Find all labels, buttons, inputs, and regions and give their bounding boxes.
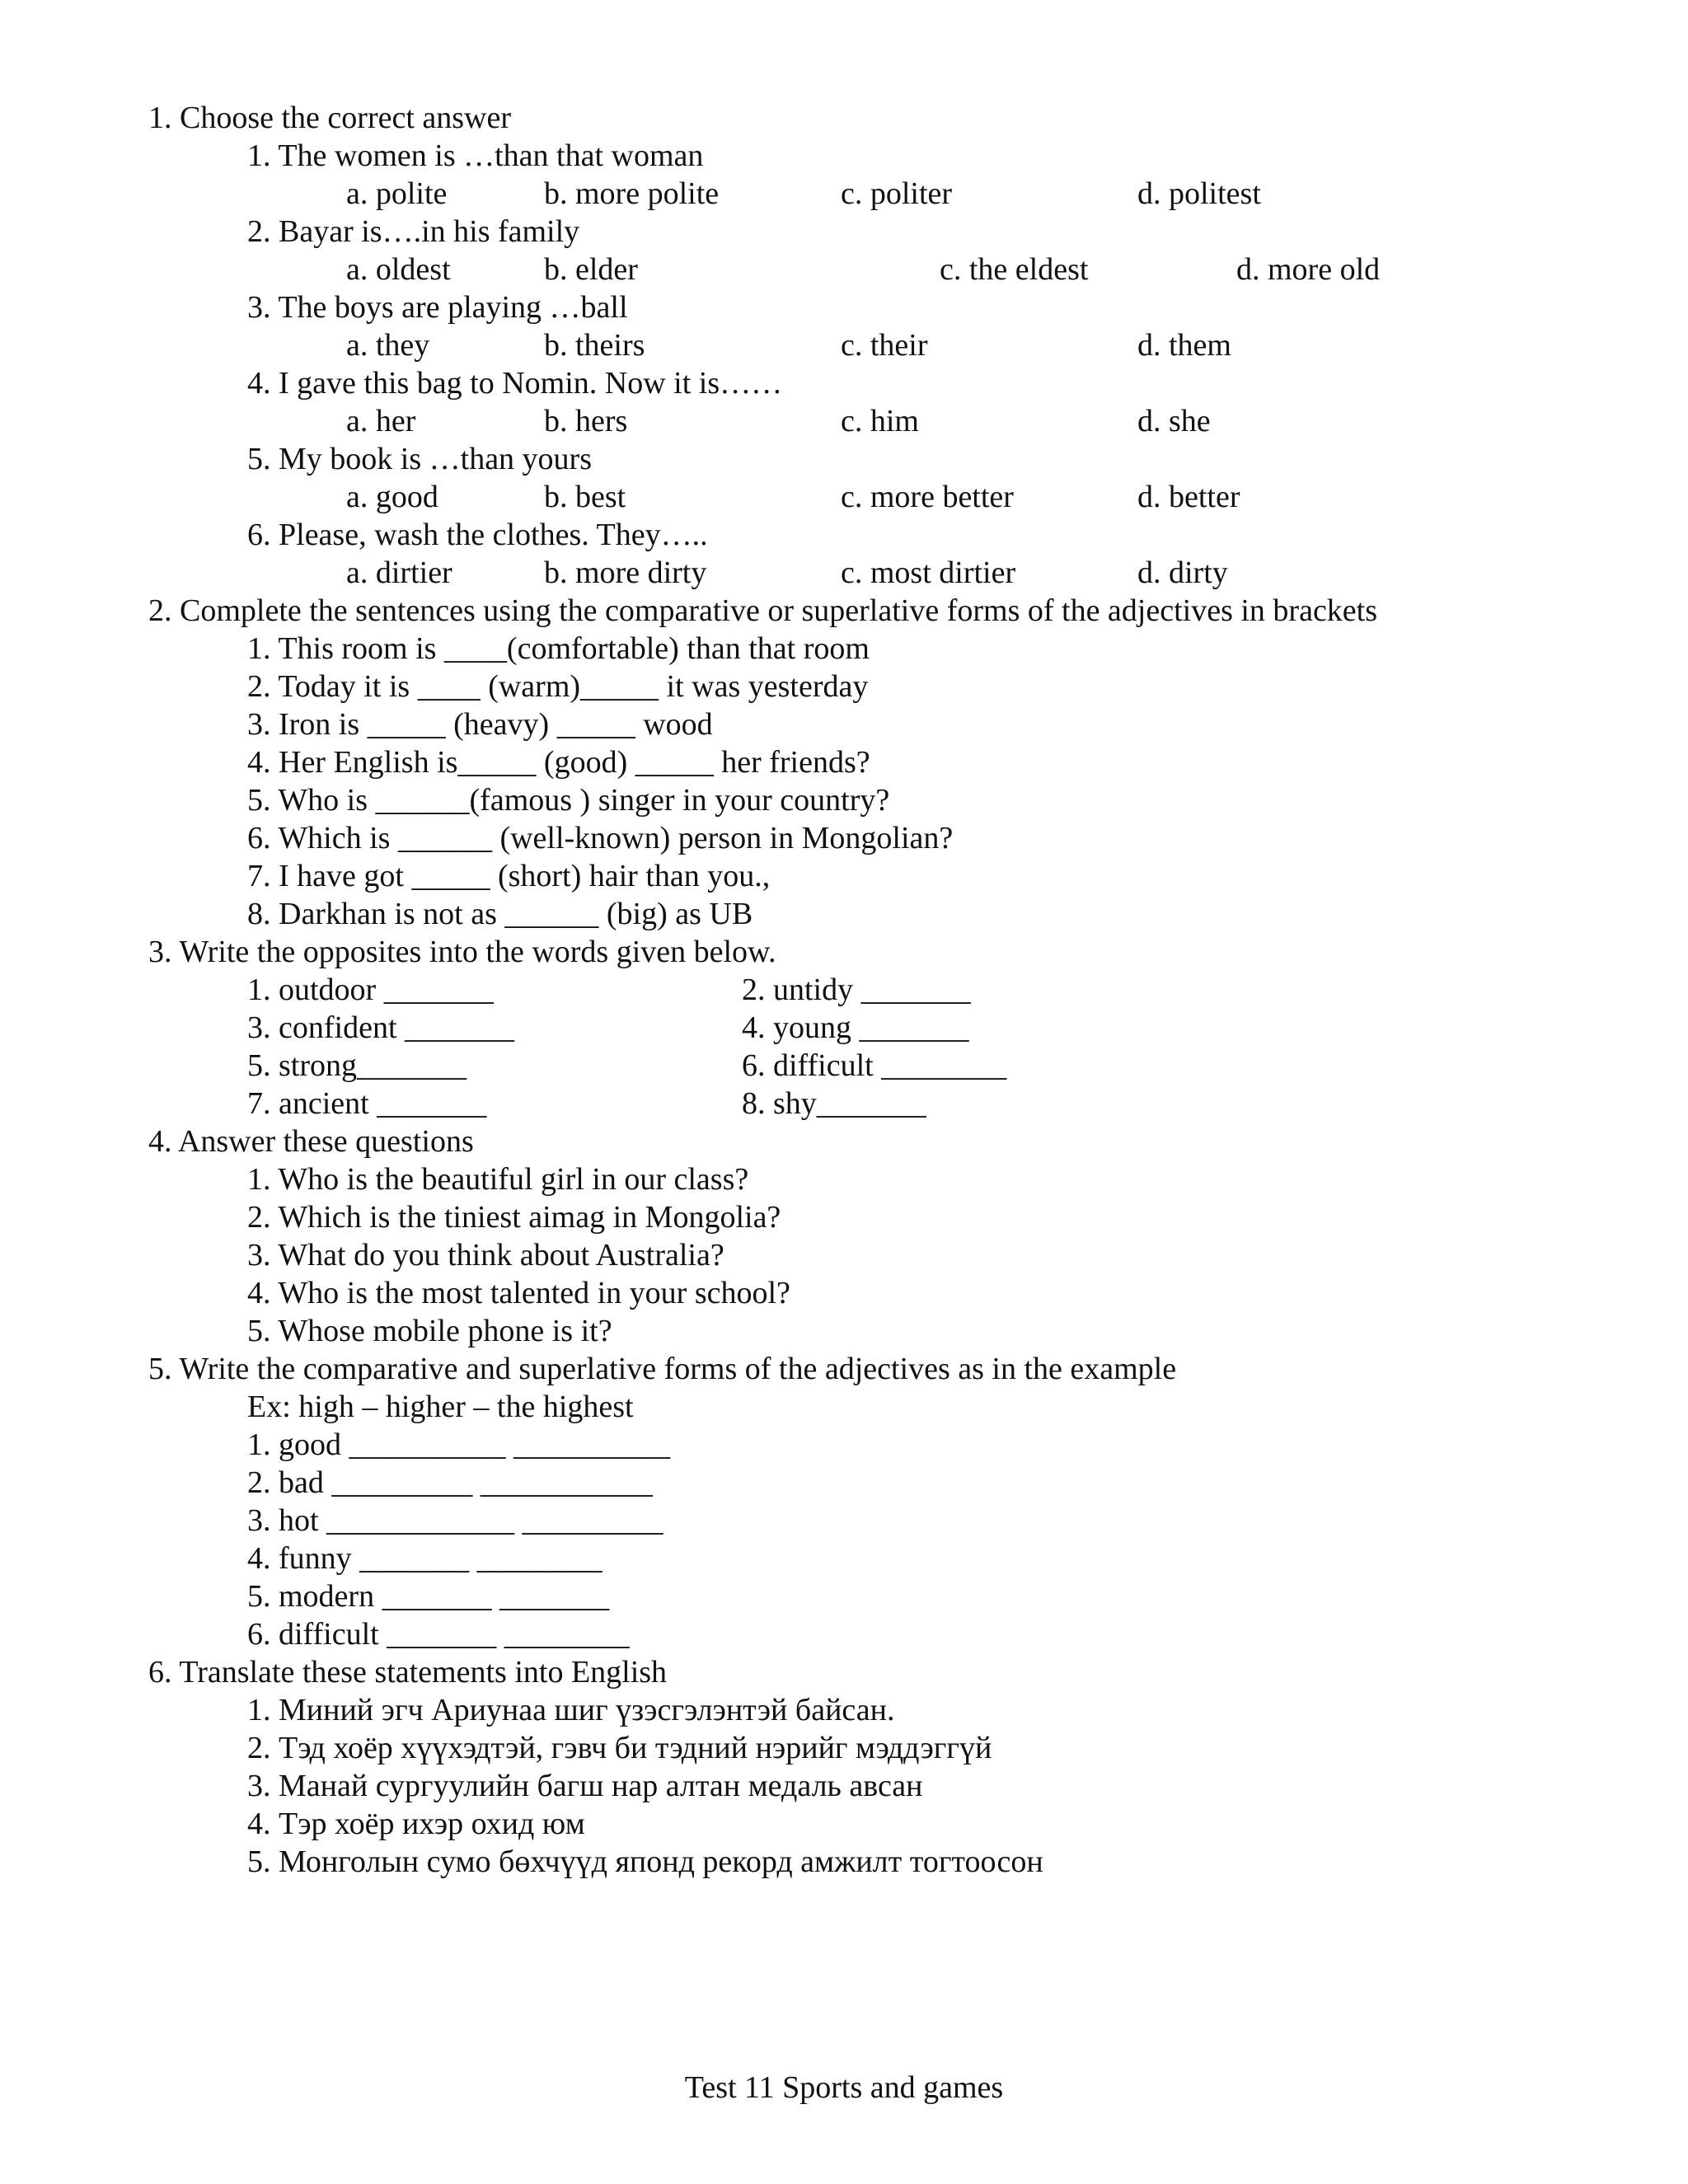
translation-item-2: 2. Тэд хоёр хүүхэдтэй, гэвч би тэдний нэрийг мэддэггүй bbox=[247, 1731, 992, 1765]
sentence-2-5: 5. Who is ______(famous ) singer in your country? bbox=[247, 783, 890, 818]
opposite-item-2: 2. untidy _______ bbox=[742, 972, 971, 1007]
sentence-2-4: 4. Her English is_____ (good) _____ her friends? bbox=[247, 745, 870, 780]
sentence-2-8: 8. Darkhan is not as ______ (big) as UB bbox=[247, 897, 753, 931]
adjective-item-1: 1. good __________ __________ bbox=[247, 1427, 670, 1462]
sentence-2-6: 6. Which is ______ (well-known) person in Mongolian? bbox=[247, 821, 954, 855]
option-1-1-c: c. politer bbox=[841, 176, 953, 211]
question-4-3: 3. What do you think about Australia? bbox=[247, 1238, 724, 1272]
translation-item-4: 4. Тэр хоёр ихэр охид юм bbox=[247, 1807, 585, 1841]
opposite-item-3: 3. confident _______ bbox=[247, 1010, 515, 1045]
adjective-item-2: 2. bad _________ ___________ bbox=[247, 1465, 653, 1500]
section-4-heading: 4. Answer these questions bbox=[148, 1124, 474, 1159]
option-1-2-d: d. more old bbox=[1236, 252, 1381, 287]
section-2-heading: 2. Complete the sentences using the comparative or superlative forms of the adjectives in brackets bbox=[148, 593, 1378, 628]
option-1-3-c: c. their bbox=[841, 328, 928, 363]
sentence-2-1: 1. This room is ____(comfortable) than that room bbox=[247, 631, 870, 666]
option-1-2-a: a. oldest bbox=[346, 252, 451, 287]
question-1-6: 6. Please, wash the clothes. They….. bbox=[247, 518, 708, 552]
question-1-3: 3. The boys are playing …ball bbox=[247, 290, 628, 325]
translation-item-1: 1. Миний эгч Ариунаа шиг үзэсгэлэнтэй байсан. bbox=[247, 1693, 895, 1727]
question-4-4: 4. Who is the most talented in your school? bbox=[247, 1276, 790, 1310]
option-1-2-b: b. elder bbox=[544, 252, 638, 287]
option-1-3-a: a. they bbox=[346, 328, 430, 363]
opposite-item-4: 4. young _______ bbox=[742, 1010, 969, 1045]
option-1-6-d: d. dirty bbox=[1137, 555, 1228, 590]
question-1-1: 1. The women is …than that woman bbox=[247, 138, 704, 173]
opposite-item-1: 1. outdoor _______ bbox=[247, 972, 494, 1007]
option-1-4-c: c. him bbox=[841, 404, 919, 438]
option-1-3-d: d. them bbox=[1137, 328, 1231, 363]
section-1-heading: 1. Choose the correct answer bbox=[148, 101, 512, 135]
question-4-1: 1. Who is the beautiful girl in our class? bbox=[247, 1162, 749, 1197]
option-1-5-a: a. good bbox=[346, 480, 438, 514]
sentence-2-2: 2. Today it is ____ (warm)_____ it was yesterday bbox=[247, 669, 869, 704]
page-footer: Test 11 Sports and games bbox=[684, 2070, 1004, 2105]
question-4-5: 5. Whose mobile phone is it? bbox=[247, 1314, 612, 1348]
option-1-6-a: a. dirtier bbox=[346, 555, 452, 590]
option-1-2-c: c. the eldest bbox=[940, 252, 1089, 287]
sentence-2-3: 3. Iron is _____ (heavy) _____ wood bbox=[247, 707, 713, 742]
sentence-2-7: 7. I have got _____ (short) hair than you., bbox=[247, 859, 771, 893]
opposite-item-8: 8. shy_______ bbox=[742, 1086, 926, 1121]
option-1-5-d: d. better bbox=[1137, 480, 1240, 514]
opposite-item-5: 5. strong_______ bbox=[247, 1048, 467, 1083]
option-1-4-d: d. she bbox=[1137, 404, 1211, 438]
question-1-2: 2. Bayar is….in his family bbox=[247, 214, 580, 249]
question-1-5: 5. My book is …than yours bbox=[247, 442, 592, 476]
option-1-5-b: b. best bbox=[544, 480, 626, 514]
option-1-4-a: a. her bbox=[346, 404, 416, 438]
option-1-1-a: a. polite bbox=[346, 176, 448, 211]
adjective-item-3: 3. hot ____________ _________ bbox=[247, 1503, 663, 1538]
section-3-heading: 3. Write the opposites into the words given below. bbox=[148, 935, 776, 969]
adjective-item-4: 4. funny _______ ________ bbox=[247, 1541, 603, 1576]
option-1-5-c: c. more better bbox=[841, 480, 1014, 514]
opposite-item-7: 7. ancient _______ bbox=[247, 1086, 487, 1121]
option-1-1-b: b. more polite bbox=[544, 176, 720, 211]
option-1-6-c: c. most dirtier bbox=[841, 555, 1016, 590]
option-1-1-d: d. politest bbox=[1137, 176, 1261, 211]
section-5-heading: 5. Write the comparative and superlative forms of the adjectives as in the example bbox=[148, 1352, 1177, 1386]
question-4-2: 2. Which is the tiniest aimag in Mongolia? bbox=[247, 1200, 781, 1235]
question-1-4: 4. I gave this bag to Nomin. Now it is…… bbox=[247, 366, 783, 401]
option-1-6-b: b. more dirty bbox=[544, 555, 707, 590]
opposite-item-6: 6. difficult ________ bbox=[742, 1048, 1007, 1083]
option-1-4-b: b. hers bbox=[544, 404, 628, 438]
translation-item-5: 5. Монголын сумо бөхчүүд японд рекорд амжилт тогтоосон bbox=[247, 1844, 1043, 1879]
option-1-3-b: b. theirs bbox=[544, 328, 645, 363]
section-6-heading: 6. Translate these statements into English bbox=[148, 1655, 668, 1690]
example-line: Ex: high – higher – the highest bbox=[247, 1390, 634, 1424]
adjective-item-5: 5. modern _______ _______ bbox=[247, 1579, 610, 1614]
adjective-item-6: 6. difficult _______ ________ bbox=[247, 1617, 630, 1652]
translation-item-3: 3. Манай сургуулийн багш нар алтан медаль авсан bbox=[247, 1769, 923, 1803]
